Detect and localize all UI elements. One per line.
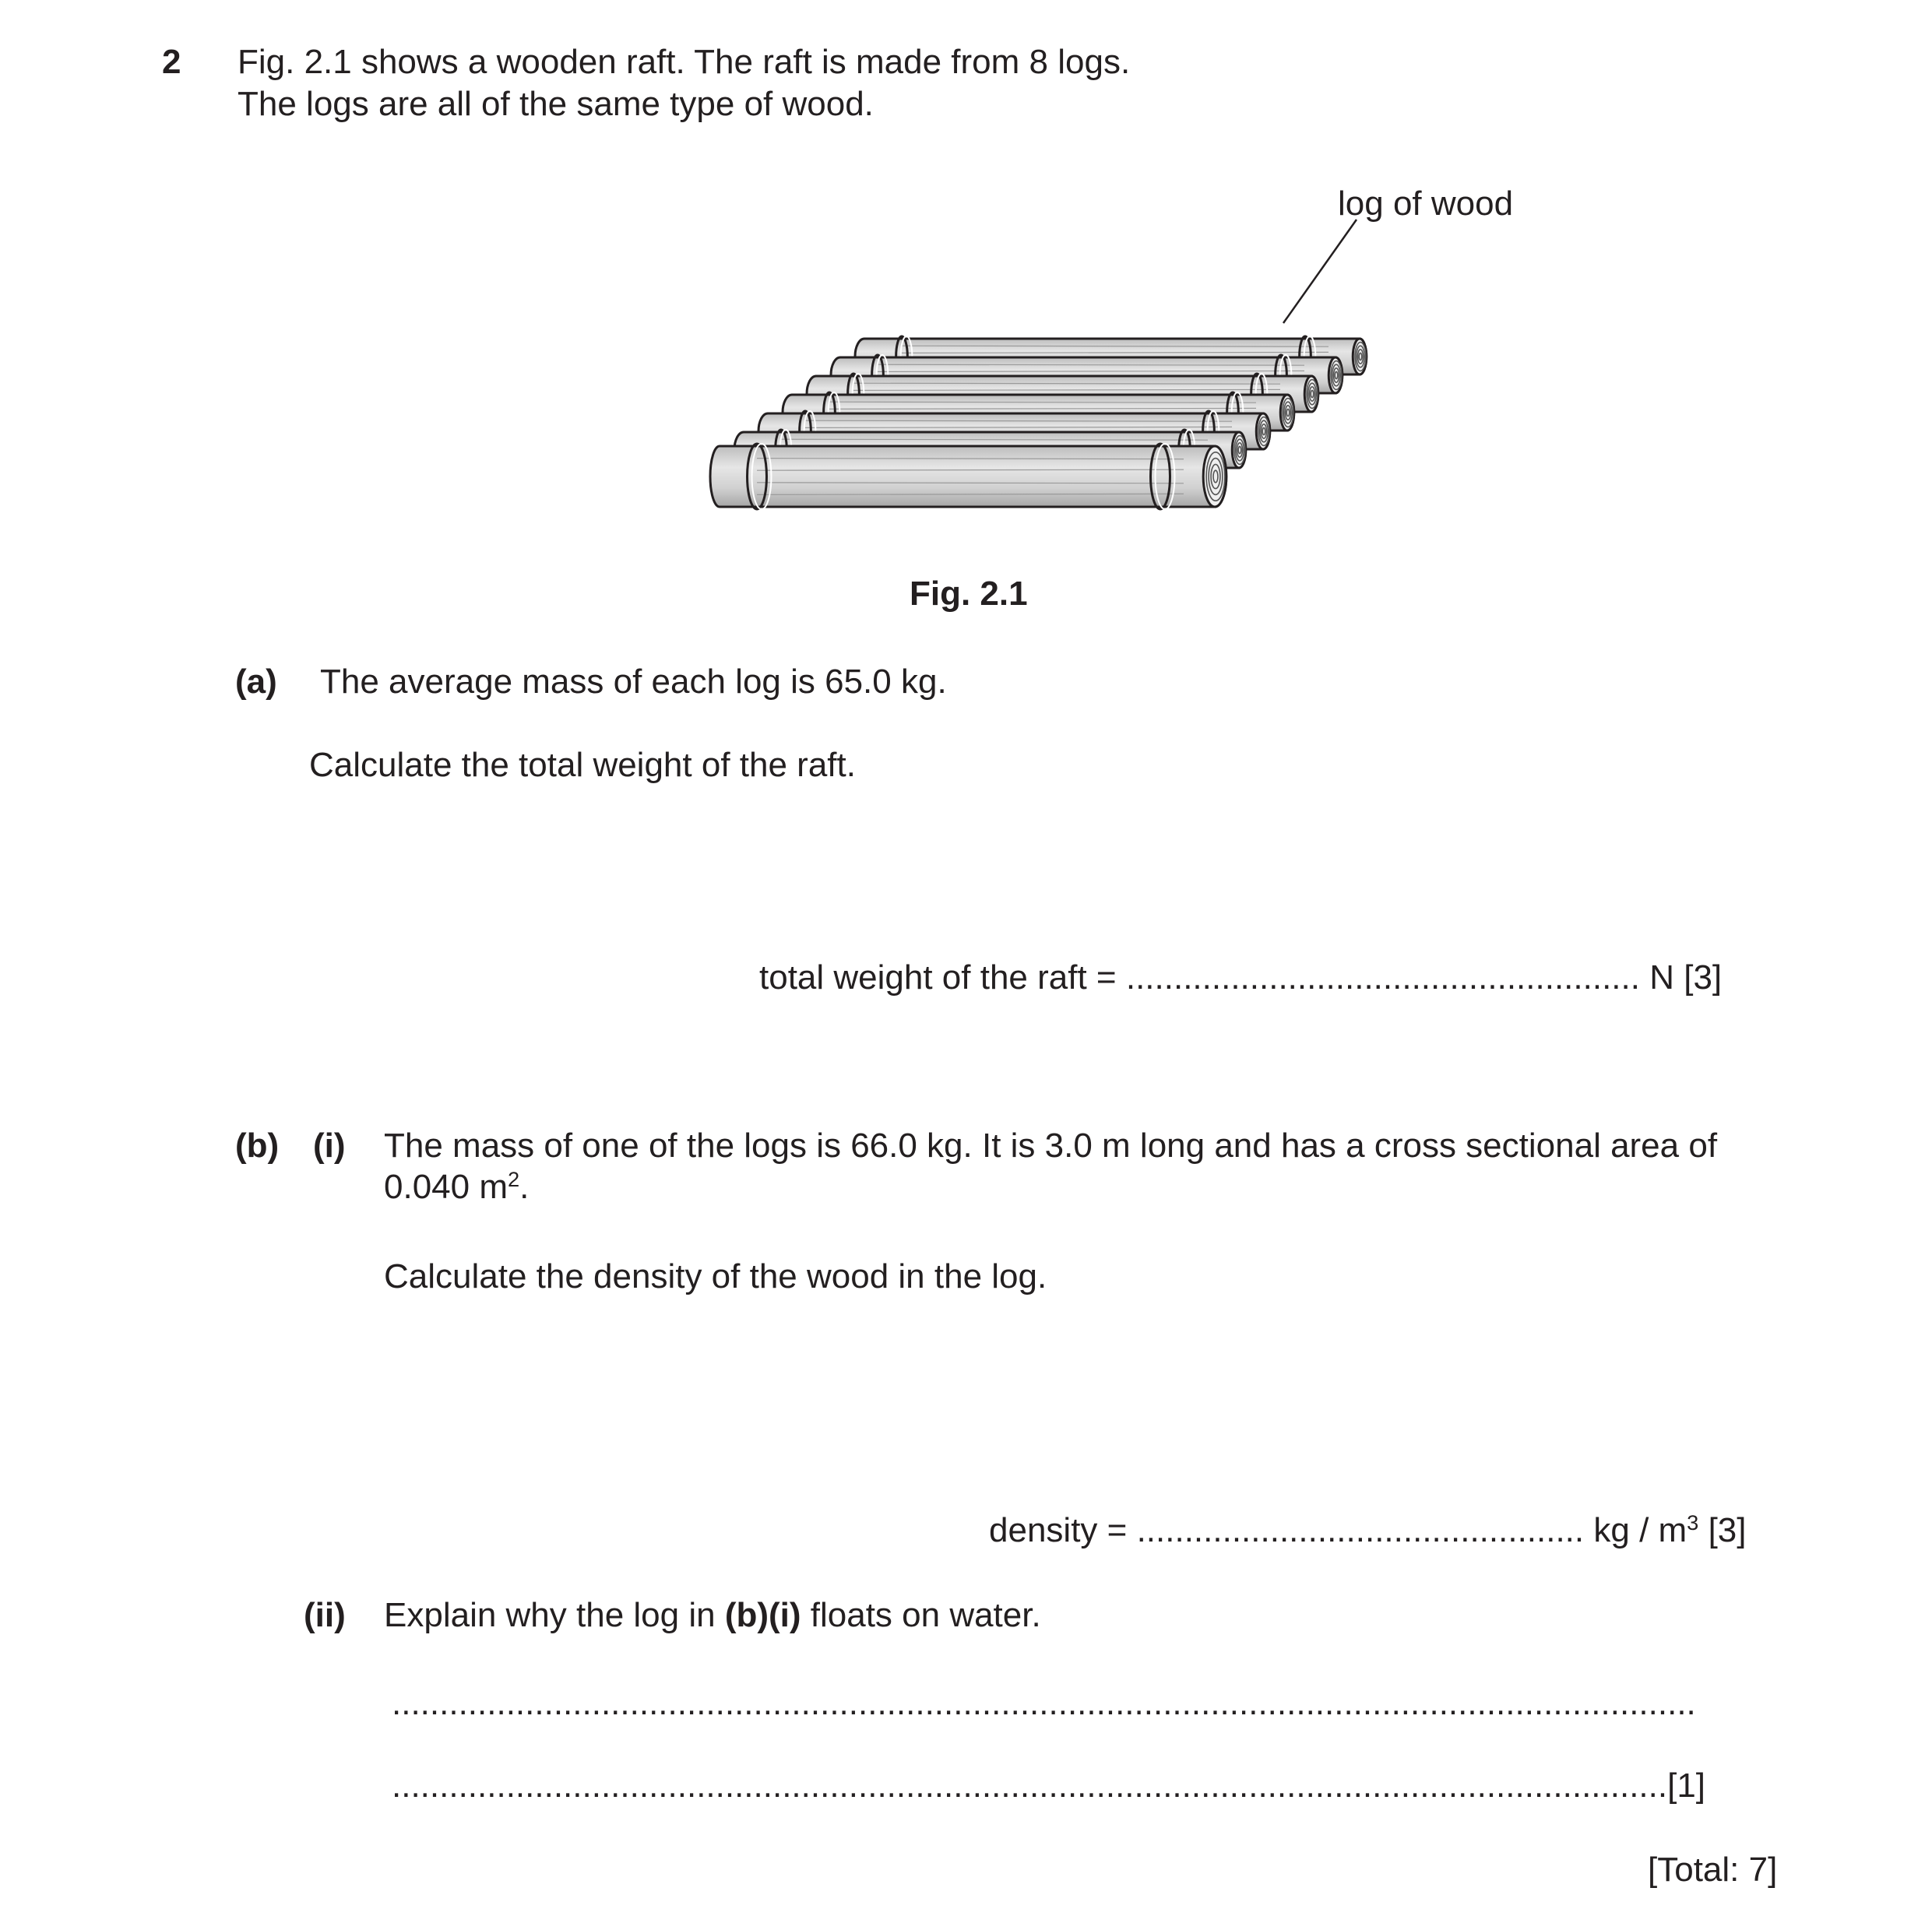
part-b-i-marks: [3] bbox=[1708, 1511, 1747, 1549]
density-answer-label: density = bbox=[989, 1511, 1128, 1549]
part-a-marker: (a) bbox=[235, 663, 277, 701]
figure-caption: Fig. 2.1 bbox=[910, 575, 1028, 613]
area-period: . bbox=[519, 1168, 530, 1206]
part-b-i-marker: (i) bbox=[313, 1127, 346, 1165]
figure-label-log-of-wood: log of wood bbox=[1338, 185, 1514, 223]
part-a-marks: [3] bbox=[1684, 958, 1723, 997]
log-group bbox=[710, 336, 1367, 509]
part-b-ii-answer-line-2 bbox=[392, 1764, 1705, 1807]
part-b-i-answer-line bbox=[989, 1509, 1747, 1552]
part-a-answer-space[interactable]: ...................................................... bbox=[1125, 958, 1640, 997]
density-answer-space[interactable]: ............................................... bbox=[1136, 1511, 1585, 1549]
part-b-i-line-2 bbox=[384, 1165, 529, 1208]
area-exponent: 2 bbox=[507, 1167, 520, 1191]
area-value: 0.040 m bbox=[384, 1168, 508, 1206]
question-intro-line-2: The logs are all of the same type of wood. bbox=[238, 85, 874, 123]
density-unit: kg / $m^3$ bbox=[1593, 1510, 1699, 1549]
total-marks: [Total: 7] bbox=[1648, 1851, 1778, 1889]
part-a-instruction: Calculate the total weight of the raft. bbox=[309, 746, 856, 784]
part-a-answer-unit: N bbox=[1649, 958, 1674, 997]
question-intro-line-1: Fig. 2.1 shows a wooden raft. The raft is made from 8 logs. bbox=[238, 43, 1131, 81]
part-a-statement: The average mass of each log is 65.0 kg. bbox=[320, 663, 947, 701]
part-b-marker: (b) bbox=[235, 1127, 280, 1165]
part-b-i-instruction: Calculate the density of the wood in the log. bbox=[384, 1257, 1047, 1295]
part-a-answer-line bbox=[759, 956, 1722, 999]
part-b-ii-marker: (ii) bbox=[304, 1596, 346, 1634]
part-b-ii-marks: [1] bbox=[1667, 1767, 1706, 1805]
part-b-i-line-1: The mass of one of the logs is 66.0 kg. It is 3.0 m long and has a cross sectional area of bbox=[384, 1127, 1718, 1165]
log bbox=[710, 444, 1226, 509]
part-a-answer-label: total weight of the raft = bbox=[759, 958, 1117, 997]
question-number: 2 bbox=[162, 43, 181, 81]
raft-illustration bbox=[685, 171, 1425, 529]
leader-line bbox=[1283, 220, 1357, 323]
part-b-ii-answer-space[interactable]: ...................................................................................................................................... bbox=[392, 1767, 1668, 1805]
part-b-ii-answer-line-1[interactable]: ......................................................................................................................................... bbox=[392, 1684, 1696, 1722]
part-b-ii-question: Explain why the log in (b)(i) floats on water. bbox=[384, 1596, 1041, 1634]
